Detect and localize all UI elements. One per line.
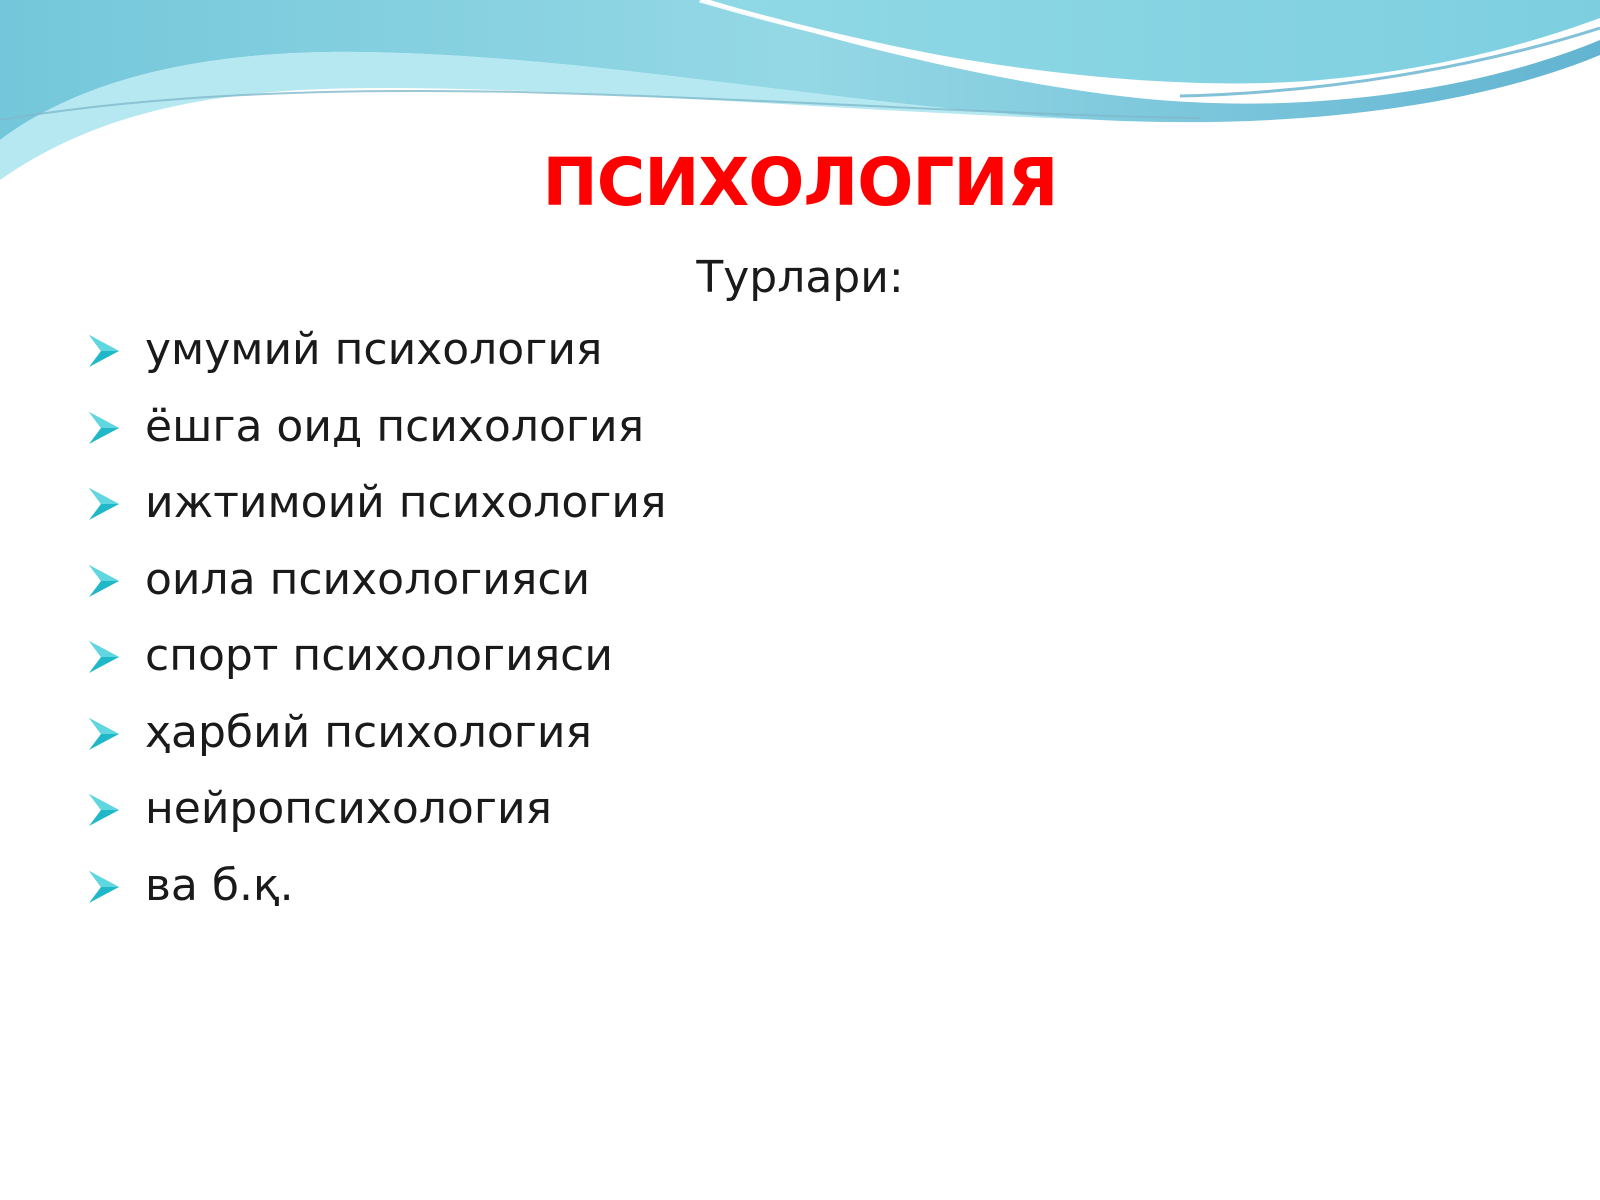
list-item: [85, 861, 667, 938]
list-item-label: ижтимоий психология: [145, 477, 667, 528]
list-item-label: нейропсихология: [145, 783, 553, 834]
arrow-right-icon: [85, 559, 145, 607]
list-item-label: ҳарбий психология: [145, 706, 592, 758]
list-item: [85, 631, 667, 708]
list-item-label: умумий психология: [145, 324, 603, 375]
slide-subtitle: Турлари:: [696, 252, 904, 303]
arrow-right-icon: [85, 712, 145, 760]
list-item-label: оила психологияси: [145, 553, 591, 605]
list-item: [85, 478, 667, 555]
list-item: [85, 325, 667, 402]
list-item: [85, 402, 667, 479]
list-item-label: спорт психологияси: [145, 630, 613, 681]
arrow-right-icon: [85, 865, 145, 913]
arrow-right-icon: [85, 635, 145, 683]
psychology-types-list: [85, 325, 667, 937]
list-item-label: ва б.қ.: [145, 859, 294, 911]
arrow-right-icon: [85, 788, 145, 836]
list-item: [85, 555, 667, 632]
arrow-right-icon: [85, 406, 145, 454]
list-item: [85, 708, 667, 785]
arrow-right-icon: [85, 482, 145, 530]
list-item-label: ёшга оид психология: [145, 400, 645, 452]
slide-title: ПСИХОЛОГИЯ: [542, 144, 1058, 221]
list-item: [85, 784, 667, 861]
arrow-right-icon: [85, 329, 145, 377]
